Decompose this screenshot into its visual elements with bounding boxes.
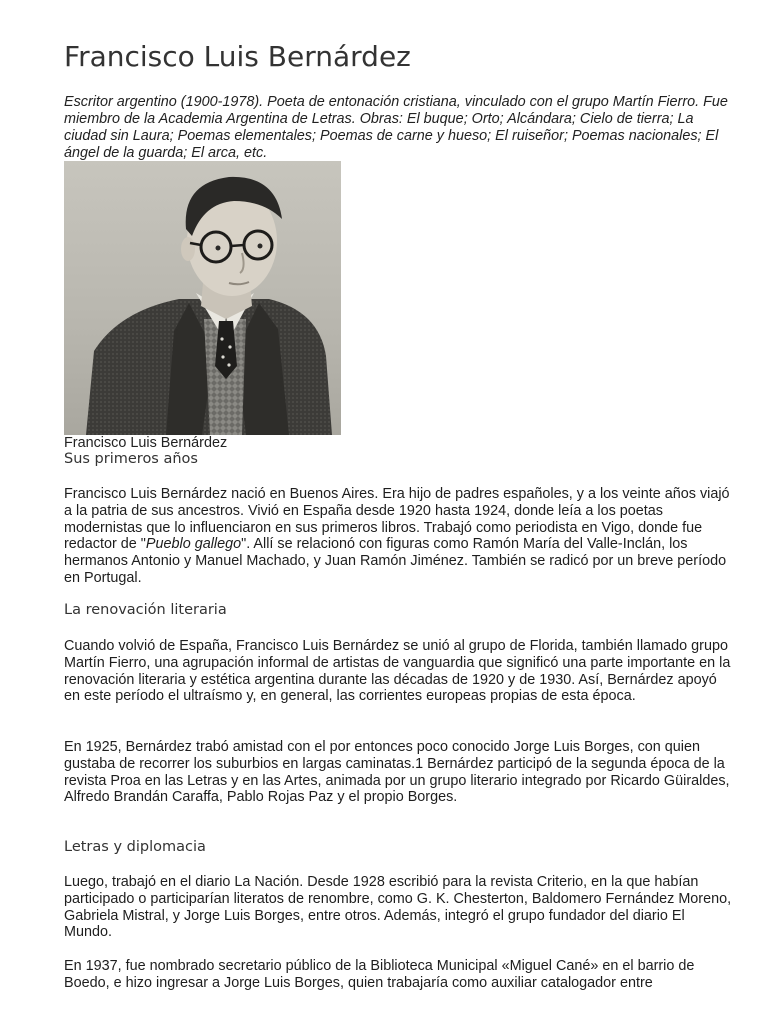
newspaper-title: Pueblo gallego: [145, 536, 242, 553]
paragraph-renovation-2: En 1925, Bernárdez trabó amistad con el por entonces poco conocido Jorge Luis Borges, con quien gustaba de recorrer los suburbios en largas caminatas.1 Bernárdez participó de la segunda época de la revista Proa en las Letras y en las Artes, animada por un grupo literario integrado por Ricardo Güiraldes, Alfredo Brandán Caraffa, Pablo Rojas Paz y el propio Borges.: [64, 739, 730, 806]
paragraph-early-years: [64, 486, 736, 587]
paragraph-renovation-1: Cuando volvió de España, Francisco Luis Bernárdez se unió al grupo de Florida, también llamado grupo Martín Fierro, una agrupación informal de artistas de vanguardia que significó una parte importante en la renovación literaria y estética argentina durante las décadas de 1920 y de 1930. Así, Bernárdez apoyó en este período el ultraísmo y, en general, las corrientes europeas propias de esta época.: [64, 638, 731, 705]
photo-caption: Francisco Luis Bernárdez: [64, 435, 228, 451]
intro-summary: Escritor argentino (1900-1978). Poeta de entonación cristiana, vinculado con el grupo Martín Fierro. Fue miembro de la Academia Argentina de Letras. Obras: El buque; Orto; Alcándara; Cielo de tierra; La ciudad sin Laura; Poemas elementales; Poemas de carne y hueso; El ruiseñor; Poemas nacionales; El ángel de la guarda; El arca, etc.: [64, 94, 728, 161]
section-heading-early-years: Sus primeros años: [64, 451, 198, 467]
section-heading-letters-diplomacy: Letras y diplomacia: [64, 839, 206, 855]
section-heading-literary-renovation: La renovación literaria: [64, 602, 227, 618]
paragraph-diplomacy-2: En 1937, fue nombrado secretario público de la Biblioteca Municipal «Miguel Cané» en el barrio de Boedo, e hizo ingresar a Jorge Luis Borges, quien trabajaría como auxiliar catalogador entre: [64, 958, 695, 991]
page-title: Francisco Luis Bernárdez: [64, 40, 411, 73]
paragraph-text: ". Allí se relacionó con figuras como Ramón María del Valle-Inclán, los hermanos Antonio y Manuel Machado, y Juan Ramón Jiménez. También se radicó por un breve período en Portugal.: [64, 536, 727, 586]
paragraph-text: Francisco Luis Bernárdez nació en Buenos Aires. Era hijo de padres españoles, y a los veinte años viajó a la patria de sus ancestros. Vivió en España desde 1920 hasta 1924, donde leía a los poetas modernistas que lo influenciaron en sus primeros libros. Trabajó como periodista en Vigo, donde fue redactor de ": [64, 486, 730, 553]
author-portrait-photo: [64, 161, 341, 435]
paragraph-diplomacy-1: Luego, trabajó en el diario La Nación. Desde 1928 escribió para la revista Criterio, en la que habían participado o participarían literatos de renombre, como G. K. Chesterton, Baldomero Fernández Moreno, Gabriela Mistral, y Jorge Luis Borges, entre otros. Además, integró el grupo fundador del diario El Mundo.: [64, 874, 732, 941]
